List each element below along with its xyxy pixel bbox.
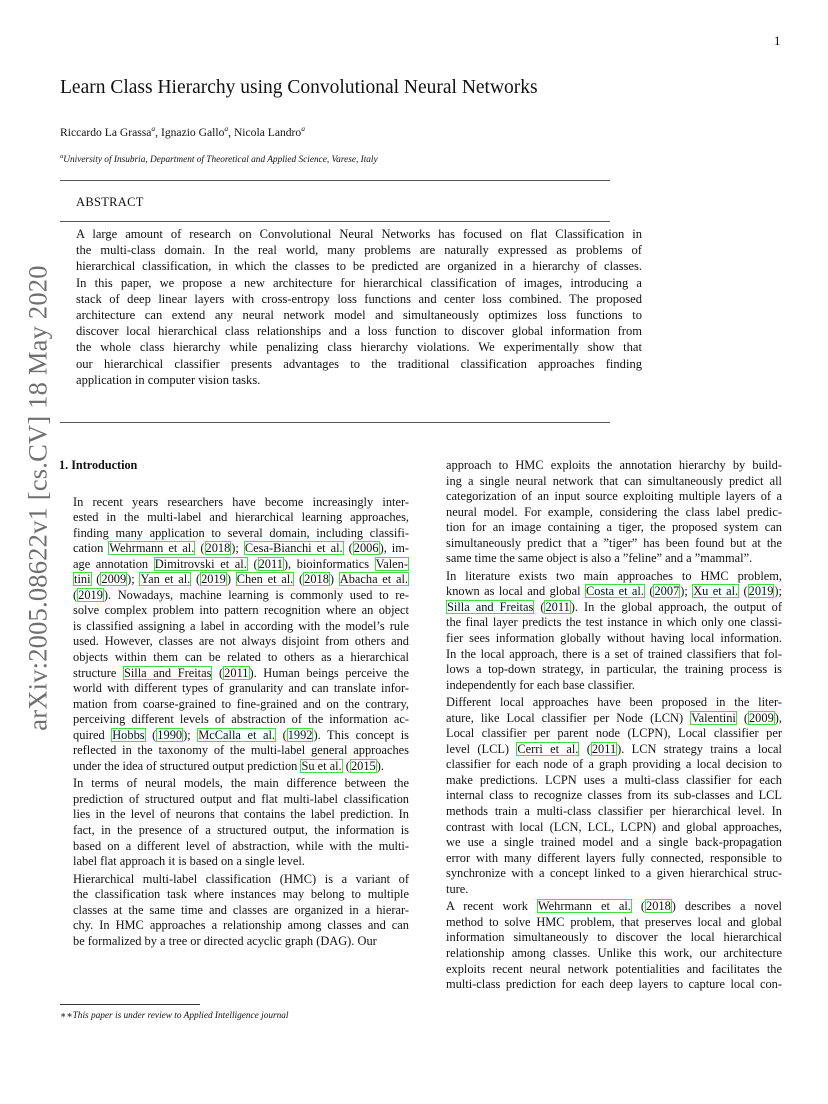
text-line	[59, 712, 409, 728]
paragraph	[59, 776, 409, 869]
abstract-line: stack of deep linear layers with cross-entropy loss functions and center loss combined. The proposed	[76, 291, 642, 306]
text-line	[432, 930, 782, 946]
text-segment: (	[276, 727, 287, 742]
abstract-heading: ABSTRACT	[76, 195, 144, 209]
citation-link[interactable]: Abacha et al.	[339, 572, 408, 587]
abstract-bottom-rule	[60, 422, 610, 423]
text-line	[432, 757, 782, 773]
text-line	[432, 600, 782, 616]
text-segment: (	[294, 572, 304, 587]
citation-link[interactable]: Costa et al.	[585, 584, 644, 599]
text-line	[59, 792, 409, 808]
text-segment: (	[644, 584, 654, 599]
abstract-line: our hierarchical classifier presents advantages to the traditional classification approaches finding	[76, 356, 642, 371]
citation-link[interactable]: 1992	[287, 727, 313, 742]
text-line	[59, 572, 409, 588]
arxiv-side-identifier	[22, 265, 53, 731]
text-segment: A recent work	[446, 899, 537, 914]
header-rule	[60, 180, 610, 181]
text-line	[59, 854, 409, 870]
text-line	[432, 742, 782, 758]
paragraph	[432, 899, 782, 992]
text-line	[59, 495, 409, 511]
abstract-line: A large amount of research on Convolutional Neural Networks has focused on flat Classification in	[76, 227, 642, 241]
paragraph	[432, 569, 782, 693]
text-segment: )	[329, 572, 339, 587]
left-column-body	[59, 495, 409, 950]
text-line	[59, 887, 409, 903]
text-segment: known as local and global	[446, 584, 585, 599]
citation-link[interactable]: 2019	[78, 587, 103, 602]
citation-link[interactable]: 2015	[350, 758, 376, 773]
text-segment: (	[91, 572, 101, 587]
text-segment: ) describes a novel	[671, 899, 782, 914]
text-segment: (	[343, 541, 353, 556]
text-line	[432, 773, 782, 789]
citation-link[interactable]: 2011	[258, 556, 283, 571]
author-name: Riccardo La Grassa	[60, 125, 152, 139]
citation-link[interactable]: Chen et al.	[236, 572, 294, 587]
text-line	[59, 918, 409, 934]
citation-link[interactable]: 2019	[201, 572, 226, 587]
paragraph	[432, 458, 782, 567]
footnote-mark: ∗∗	[60, 1011, 73, 1021]
text-segment: ing a single neural network that can simultaneously predict all	[446, 473, 782, 488]
text-line	[432, 851, 782, 867]
abstract-body	[76, 226, 642, 388]
citation-link[interactable]: 2011	[224, 665, 249, 680]
citation-link[interactable]: tini	[74, 572, 91, 587]
text-line	[432, 899, 782, 915]
text-segment: ). LCN strategy trains a local	[617, 741, 782, 756]
text-segment: Local classifier per parent node (LCPN), Local classifier per	[446, 726, 782, 741]
text-line	[432, 520, 782, 536]
text-segment: world with different types of granularity and can translate infor-	[73, 681, 409, 696]
citation-link[interactable]: 2019	[748, 584, 774, 599]
text-line	[432, 489, 782, 505]
text-line	[432, 584, 782, 600]
abstract-line: the multi-class domain. In the real world, many problems are naturally expressed as problems of	[76, 243, 642, 258]
text-segment: tion for an image containing a tiger, the proposed system can	[446, 520, 782, 535]
footnote-rule	[60, 1004, 200, 1005]
text-line	[59, 728, 409, 744]
text-line	[432, 569, 782, 585]
text-segment: cation	[73, 541, 109, 556]
abstract-line: discover local hierarchical class relationships and a loss function to discover global information from	[76, 324, 642, 339]
citation-link[interactable]: Dimitrovski et al.	[154, 556, 247, 571]
citation-link[interactable]: Xu et al.	[693, 584, 739, 599]
text-line	[59, 839, 409, 855]
text-segment: );	[774, 584, 782, 599]
text-segment: classifier for each node of a graph providing a local decision to	[446, 757, 782, 772]
text-segment: method to solve HMC problem, that preserves local and global	[446, 914, 782, 929]
text-line	[59, 634, 409, 650]
text-segment: In recent years researchers have become increasingly inter-	[73, 494, 409, 509]
text-line	[432, 631, 782, 647]
text-segment: In the local approach, there is a set of trained classifiers that fol-	[446, 646, 782, 661]
text-segment: independently for each base classifier.	[446, 677, 635, 692]
text-segment: ), im-	[379, 541, 410, 556]
text-line	[59, 934, 409, 950]
text-segment: age annotation	[73, 556, 154, 571]
text-line	[432, 946, 782, 962]
text-line	[59, 619, 409, 635]
text-segment: (	[247, 556, 258, 571]
footnote	[60, 1010, 289, 1021]
text-segment: (	[195, 541, 205, 556]
text-line	[432, 788, 782, 804]
text-segment: mation from coarse-grained to fine-grained and on the contrary,	[73, 696, 409, 711]
text-line	[432, 804, 782, 820]
text-line	[432, 551, 782, 567]
citation-link[interactable]: 2011	[545, 599, 570, 614]
paper-title: Learn Class Hierarchy using Convolutional Neural Networks	[60, 77, 538, 98]
author-name: Ignazio Gallo	[160, 125, 225, 139]
text-line	[59, 807, 409, 823]
text-segment: simultaneously predict that a ”tiger” has been found but at the	[446, 535, 782, 550]
paragraph	[59, 872, 409, 950]
text-segment: methods train a multi-class classifier per hierarchical level. In	[446, 804, 782, 819]
text-segment: fact, in the presence of a structured output, the information is	[73, 823, 409, 838]
paragraph	[59, 495, 409, 775]
page-number: 1	[774, 33, 781, 48]
text-segment: synchronize with a concept linked to a given hierarchical struc-	[446, 866, 782, 881]
text-segment: (	[212, 665, 224, 680]
text-segment: ). Nowadays, machine learning is commonly used to re-	[103, 587, 409, 602]
text-line	[432, 615, 782, 631]
text-segment: based on a different level of abstraction, while with the multi-	[73, 838, 409, 853]
text-segment: label flat approach it is based on a single level.	[73, 854, 305, 869]
text-line	[59, 557, 409, 573]
text-line	[59, 526, 409, 542]
author-affiliation-mark: a	[224, 124, 229, 133]
text-segment: under the idea of structured output prediction	[73, 758, 301, 773]
text-line	[432, 977, 782, 993]
citation-link[interactable]: 2018	[304, 572, 329, 587]
text-line	[432, 662, 782, 678]
text-segment: the final layer predicts the test instance in which only one classi-	[446, 615, 782, 630]
text-segment: (	[145, 727, 157, 742]
citation-link[interactable]: Valen-	[375, 556, 408, 571]
text-segment: categorization of an input source exploiting multiple layers of a	[446, 489, 782, 504]
text-line	[432, 726, 782, 742]
text-segment: );	[127, 572, 140, 587]
arxiv-identifier-text: arXiv:2005.08622v1 [cs.CV] 18 May 2020	[22, 265, 53, 731]
citation-link[interactable]: 2018	[205, 541, 231, 556]
citation-link[interactable]: Cesa-Bianchi et al.	[244, 541, 343, 556]
text-segment: perceiving different levels of abstraction of the information ac-	[73, 712, 409, 727]
text-line	[59, 872, 409, 888]
citation-link[interactable]: 2006	[353, 541, 379, 556]
text-segment: );	[183, 727, 198, 742]
text-segment: ). This concept is	[313, 727, 409, 742]
citation-link[interactable]: 2011	[591, 741, 617, 756]
text-segment: ested in the multi-label and hierarchical learning approaches,	[73, 510, 409, 525]
author-affiliation-mark: a	[151, 124, 156, 133]
citation-link[interactable]: Hobbs	[112, 727, 145, 742]
text-line	[432, 474, 782, 490]
citation-link[interactable]: 2007	[654, 584, 680, 599]
text-segment: ),	[774, 710, 782, 725]
text-segment: prediction of structured output and flat multi-label classification	[73, 791, 409, 806]
citation-link[interactable]: 2009	[101, 572, 127, 587]
text-line	[432, 915, 782, 931]
text-segment: fier sees information globally without having local information.	[446, 631, 782, 646]
text-segment: )	[226, 572, 236, 587]
text-line	[59, 776, 409, 792]
text-segment: (	[73, 587, 78, 602]
citation-link[interactable]: Silla and Freitas	[447, 599, 534, 614]
text-line	[59, 823, 409, 839]
text-segment: error with many different layers fully connected, responsible to	[446, 850, 782, 865]
text-segment: relationship among classes. Unlike this work, our architecture	[446, 945, 782, 960]
text-line	[432, 505, 782, 521]
text-segment: internal class to recognize classes from its sub-classes and LCL	[446, 788, 782, 803]
text-line	[432, 962, 782, 978]
text-segment: Different local approaches have been proposed in the liter-	[446, 695, 782, 710]
text-segment: finding many application to several domain, including classifi-	[73, 525, 409, 540]
text-segment: ature, like Local classifier per Node (LCN)	[446, 710, 691, 725]
text-line	[59, 743, 409, 759]
abstract-line: architecture can extend any neural network model and simultaneously optimizes loss functions to	[76, 308, 642, 323]
text-line	[432, 820, 782, 836]
text-segment: ). Human beings perceive the	[249, 665, 409, 680]
text-segment: make predictions. LCPN uses a multi-class classifier for each	[446, 772, 782, 787]
citation-link[interactable]: Wehrmann et al.	[109, 541, 195, 556]
text-line	[432, 711, 782, 727]
text-segment: solve complex problem into pattern recognition where an object	[73, 603, 409, 618]
text-segment: In literature exists two main approaches to HMC problem,	[446, 568, 782, 583]
text-segment: In terms of neural models, the main difference between the	[73, 776, 409, 791]
text-segment: structure	[73, 665, 123, 680]
footnote-text: This paper is under review to Applied Intelligence journal	[72, 1011, 289, 1021]
abstract-line: application in computer vision tasks.	[76, 372, 261, 387]
text-segment: quired	[73, 727, 112, 742]
text-segment: (	[579, 741, 591, 756]
author-list: Riccardo La Grassa$^a$, Ignazio Gallo$^a$, Nicola Landro$^a$	[60, 124, 305, 139]
text-line	[432, 835, 782, 851]
text-line	[59, 603, 409, 619]
right-column-body	[432, 458, 782, 993]
citation-link[interactable]: Silla and Freitas	[123, 665, 212, 680]
text-line	[59, 541, 409, 557]
citation-link[interactable]: 2009	[748, 710, 774, 725]
citation-link[interactable]: Su et al.	[301, 758, 342, 773]
text-segment: be formalized by a tree or directed acyclic graph (DAG). Our	[73, 933, 377, 948]
text-segment: ). In the global approach, the output of	[570, 599, 783, 614]
text-segment: used. However, classes are not always disjoint from others and	[73, 634, 409, 649]
text-line	[59, 510, 409, 526]
text-segment: is classified assigning a label in according with the model’s rule	[73, 618, 409, 633]
text-segment: Hierarchical multi-label classification (HMC) is a variant of	[73, 871, 409, 886]
text-segment: classes at the same time and classes are organized in a hierar-	[73, 902, 409, 917]
left-column	[59, 458, 409, 951]
citation-link[interactable]: 2018	[646, 899, 671, 914]
text-line	[59, 759, 409, 775]
text-segment: same time the same object is also a ”feline” and a ”mammal”.	[446, 551, 753, 566]
text-segment: );	[231, 541, 244, 556]
right-column	[432, 458, 782, 995]
text-line	[59, 650, 409, 666]
text-segment: the classification task where instances may belong to multiple	[73, 887, 409, 902]
text-segment: approach to HMC exploits the annotation hierarchy by build-	[446, 458, 782, 472]
text-segment: (	[534, 599, 545, 614]
citation-link[interactable]: 1990	[157, 727, 183, 742]
text-segment: level (LCL)	[446, 741, 517, 756]
text-line	[432, 695, 782, 711]
author-name: Nicola Landro	[233, 125, 302, 139]
text-segment: we use a single trained model and a single back-propagation	[446, 835, 782, 850]
abstract-line: hierarchical classification, in which the classes to be predicted are organized in a hierarchy of classes.	[76, 259, 642, 274]
text-segment: neural model. For example, considering the class label predic-	[446, 504, 782, 519]
text-segment: (	[631, 899, 646, 914]
affiliation	[60, 153, 378, 165]
citation-link[interactable]: Wehrmann et al.	[537, 899, 631, 914]
citation-link[interactable]: Cerri et al.	[517, 741, 579, 756]
text-line	[59, 666, 409, 682]
text-segment: ).	[376, 758, 384, 773]
text-line	[432, 647, 782, 663]
text-segment: chy. In HMC approaches a relationship among classes and can	[73, 918, 409, 933]
text-line	[59, 588, 409, 604]
text-segment: exploits recent neural network potentialities and facilitates the	[446, 961, 782, 976]
abstract-top-rule	[60, 221, 610, 222]
affiliation-text: University of Insubria, Department of Theoretical and Applied Science, Varese, Italy	[63, 155, 378, 166]
text-line	[59, 681, 409, 697]
citation-link[interactable]: McCalla et al.	[198, 727, 275, 742]
text-segment: (	[736, 710, 748, 725]
text-line	[432, 882, 782, 898]
text-segment: objects within them can be related to others as a hierarchical	[73, 650, 409, 665]
text-line	[432, 458, 782, 474]
text-segment: );	[680, 584, 693, 599]
section-heading: 1. Introduction	[59, 458, 138, 472]
text-segment: ture.	[446, 881, 469, 896]
text-segment: lows a top-down strategy, in particular, the training process is	[446, 662, 782, 677]
text-segment: (	[342, 758, 350, 773]
text-segment: information simultaneously to discover the local hierarchical	[446, 930, 782, 945]
abstract-line: the whole class hierarchy while penalizing class hierarchy violations. We experimentally show that	[76, 340, 642, 355]
text-segment: lies in the level of neurons that contains the label prediction. In	[73, 807, 409, 822]
text-segment: (	[739, 584, 748, 599]
citation-link[interactable]: Valentini	[691, 710, 736, 725]
text-line	[432, 678, 782, 694]
text-segment: reflected in the taxonomy of the multi-label general approaches	[73, 743, 409, 758]
citation-link[interactable]: Yan et al.	[140, 572, 191, 587]
text-line	[432, 866, 782, 882]
text-line	[59, 697, 409, 713]
author-affiliation-mark: a	[301, 124, 305, 133]
text-line	[432, 536, 782, 552]
text-segment: contrast with local (LCN, LCL, LCPN) and global approaches,	[446, 819, 782, 834]
affiliation-mark: a	[60, 153, 64, 160]
text-segment: (	[191, 572, 201, 587]
text-segment: multi-class prediction for each deep layers to capture local con-	[446, 977, 782, 992]
abstract-line: In this paper, we propose a new architecture for hierarchical classification of images, introducing a	[76, 275, 642, 290]
text-line	[59, 903, 409, 919]
text-segment: ), bioinformatics	[283, 556, 375, 571]
paragraph	[432, 695, 782, 897]
